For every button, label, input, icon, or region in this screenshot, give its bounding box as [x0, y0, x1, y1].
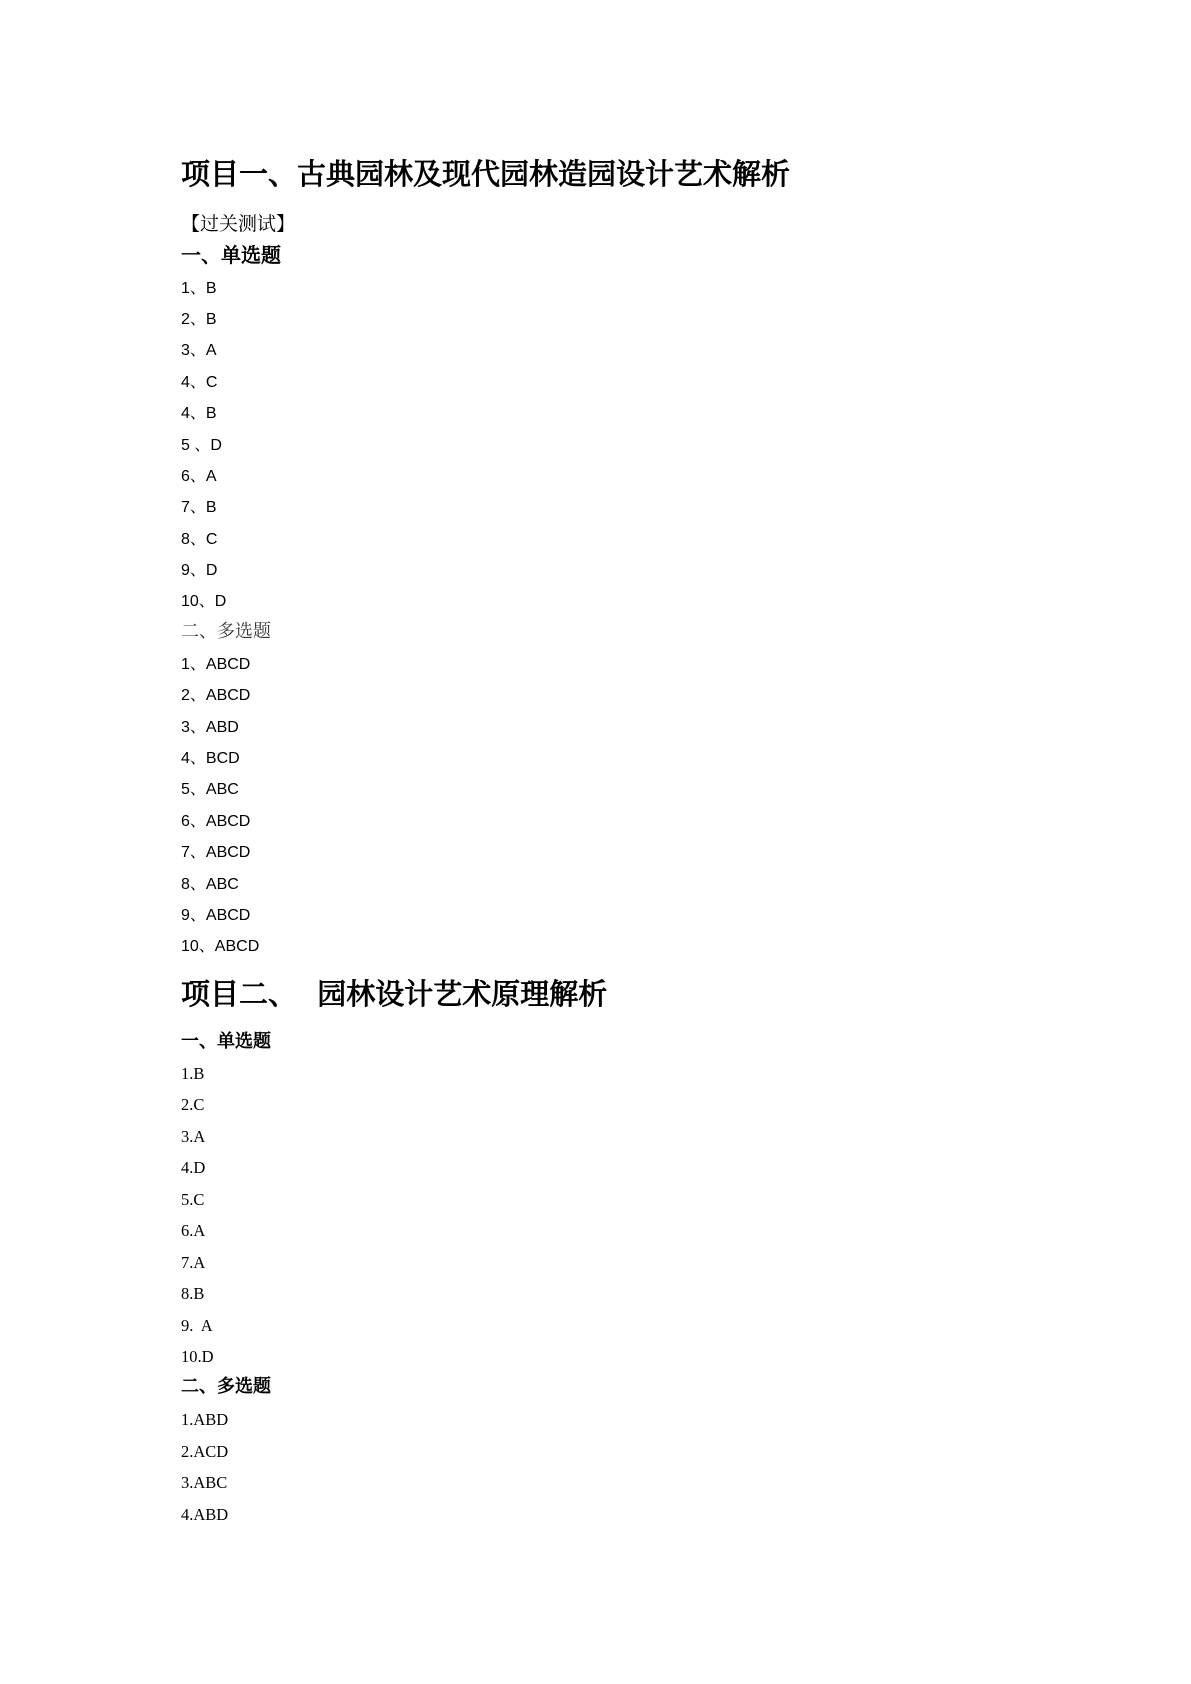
answer-item: 4.D: [181, 1158, 206, 1177]
answer-item: 7.A: [181, 1253, 206, 1272]
answer-item: 1、B: [181, 280, 217, 297]
answer-item: 7、ABCD: [181, 844, 251, 861]
answer-item: 8、ABC: [181, 876, 239, 893]
checkpoint-note: 【过关测试】: [181, 213, 296, 235]
answer-item: 2.ACD: [181, 1442, 229, 1461]
answer-item: 4、BCD: [181, 750, 240, 767]
section-title-project-1: 项目一、古典园林及现代园林造园设计艺术解析: [181, 157, 791, 191]
answer-item: 4.ABD: [181, 1505, 229, 1524]
answer-item: 10、ABCD: [181, 938, 260, 955]
answer-item: 5、ABC: [181, 781, 239, 798]
answer-item: 10、D: [181, 593, 227, 610]
multiple-choice-heading-2: 二、多选题: [181, 1376, 271, 1397]
answer-item: 6、ABCD: [181, 813, 251, 830]
answer-item: 4、B: [181, 405, 217, 422]
answer-item: 8、C: [181, 531, 218, 548]
answer-item: 5.C: [181, 1190, 205, 1209]
single-choice-heading-2: 一、单选题: [181, 1031, 271, 1052]
answer-item: 3、A: [181, 342, 217, 359]
answer-item: 1.ABD: [181, 1410, 229, 1429]
answer-item: 9. A: [181, 1316, 213, 1335]
answer-item: 3.ABC: [181, 1473, 228, 1492]
answer-item: 2、B: [181, 311, 217, 328]
answer-item: 2、ABCD: [181, 687, 251, 704]
answer-item: 7、B: [181, 499, 217, 516]
answer-item: 6、A: [181, 468, 217, 485]
section-title-project-2: 项目二、 园林设计艺术原理解析: [181, 977, 608, 1011]
answer-item: 8.B: [181, 1284, 205, 1303]
multiple-choice-heading-1: 二、多选题: [181, 621, 271, 642]
answer-item: 10.D: [181, 1347, 214, 1366]
answer-item: 6.A: [181, 1221, 206, 1240]
single-choice-heading-1: 一、单选题: [181, 243, 281, 267]
answer-item: 2.C: [181, 1095, 205, 1114]
answer-item: 1.B: [181, 1064, 205, 1083]
answer-item: 4、C: [181, 374, 218, 391]
answer-item: 9、ABCD: [181, 907, 251, 924]
answer-item: 3、ABD: [181, 719, 239, 736]
answer-item: 5 、D: [181, 437, 222, 454]
answer-item: 3.A: [181, 1127, 206, 1146]
answer-item: 9、D: [181, 562, 218, 579]
answer-item: 1、ABCD: [181, 656, 251, 673]
